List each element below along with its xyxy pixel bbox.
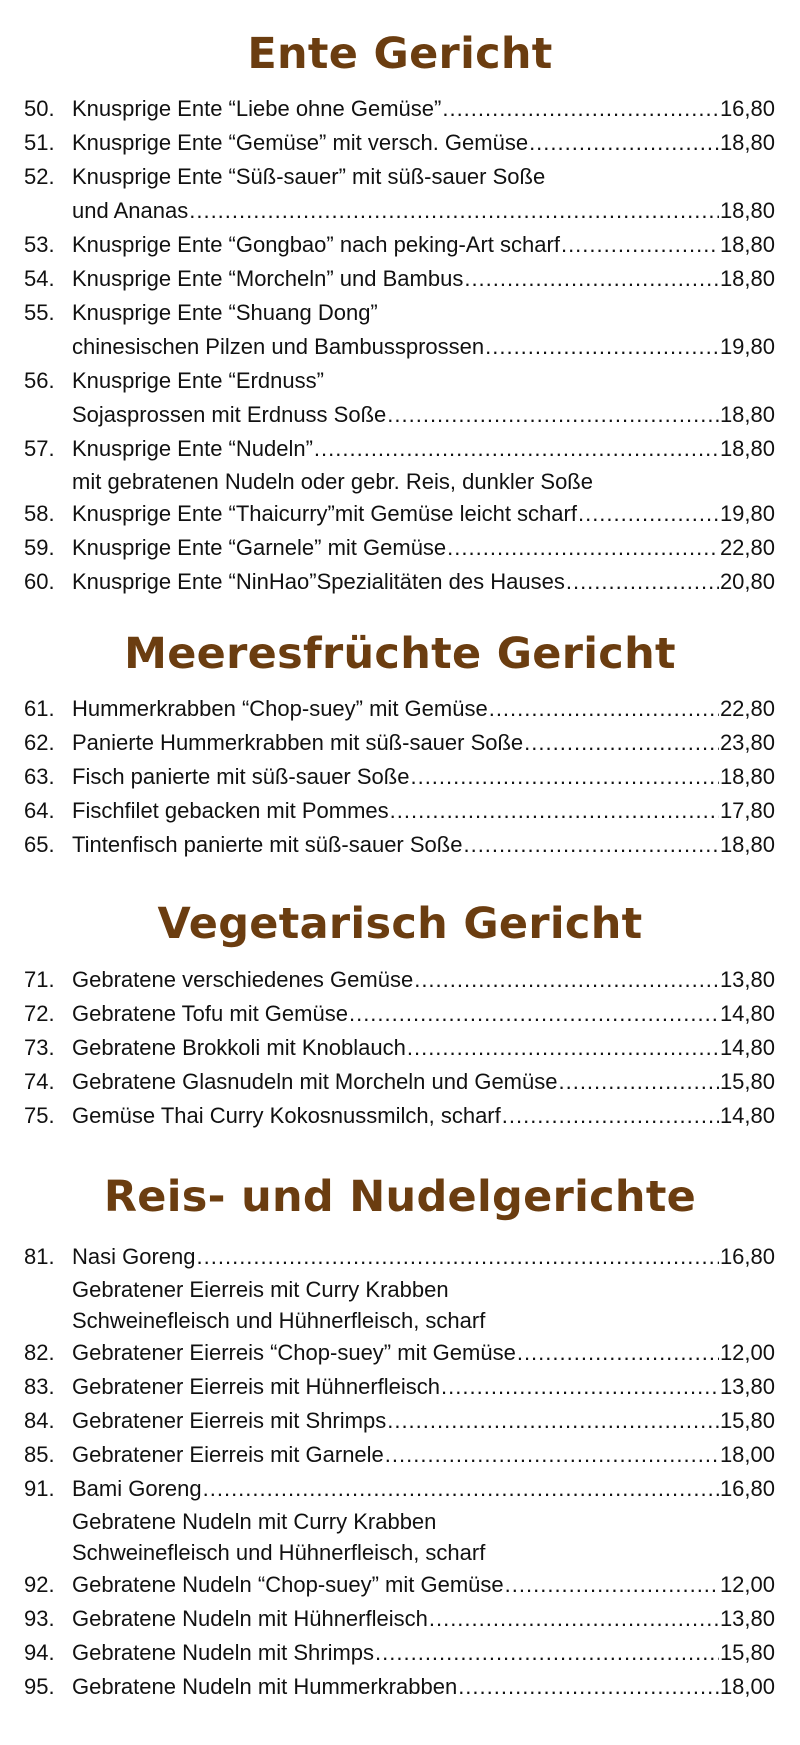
section-title-ente: Ente Gericht <box>247 29 553 79</box>
menu-item <box>24 963 775 997</box>
menu-item-line <box>24 1568 775 1602</box>
dot-leader <box>489 692 719 726</box>
menu-item-name: Knusprige Ente “Süß-sauer” mit süß-sauer Soße <box>72 164 546 189</box>
menu-item-name: Fisch panierte mit süß-sauer Soße <box>72 764 410 789</box>
menu-item-name: Knusprige Ente “Nudeln” <box>72 436 313 461</box>
dot-leader <box>349 997 719 1031</box>
dot-leader <box>375 1636 719 1670</box>
menu-item-number: 56. <box>24 368 55 393</box>
menu-item-name: Knusprige Ente “Thaicurry”mit Gemüse leicht scharf <box>72 501 577 526</box>
menu-item-number: 82. <box>24 1340 55 1365</box>
menu-item-price: 17,80 <box>719 798 775 823</box>
menu-item-price: 16,80 <box>719 1244 775 1269</box>
menu-item <box>24 1336 775 1370</box>
menu-item-price: 18,80 <box>719 130 775 155</box>
dot-leader <box>189 194 719 228</box>
dot-leader <box>314 432 719 466</box>
menu-item-line <box>24 160 775 194</box>
menu-item <box>24 92 775 126</box>
menu-item-name: Gebratener Eierreis mit Garnele <box>72 1442 384 1467</box>
menu-item <box>24 126 775 160</box>
menu-item-price: 13,80 <box>719 1606 775 1631</box>
menu-item-price: 16,80 <box>719 96 775 121</box>
menu-item-number: 81. <box>24 1244 55 1269</box>
menu-item-price: 15,80 <box>719 1640 775 1665</box>
menu-item-name: Knusprige Ente “Garnele” mit Gemüse <box>72 535 447 560</box>
menu-item-number: 53. <box>24 232 55 257</box>
dot-leader <box>387 1404 719 1438</box>
menu-item-name: Gebratene Brokkoli mit Knoblauch <box>72 1035 406 1060</box>
dot-leader <box>414 963 719 997</box>
menu-item-number: 75. <box>24 1103 55 1128</box>
menu-item-name: Nasi Goreng <box>72 1244 196 1269</box>
menu-item-price: 22,80 <box>719 696 775 721</box>
menu-item-price: 19,80 <box>719 501 775 526</box>
menu-item <box>24 1031 775 1065</box>
menu-item <box>24 828 775 862</box>
menu-item <box>24 228 775 262</box>
menu-item-line <box>24 794 775 828</box>
dot-leader <box>385 1438 719 1472</box>
menu-item-number: 50. <box>24 96 55 121</box>
menu-item-price: 15,80 <box>719 1069 775 1094</box>
menu-item-line <box>24 330 775 364</box>
menu-item-name: Knusprige Ente “Gongbao” nach peking-Art scharf <box>72 232 560 257</box>
menu-item-description: Schweinefleisch und Hühnerfleisch, scharf <box>72 1540 486 1565</box>
menu-item-number: 93. <box>24 1606 55 1631</box>
menu-item <box>24 497 775 531</box>
menu-item <box>24 1065 775 1099</box>
dot-leader <box>390 794 719 828</box>
dot-leader <box>429 1602 719 1636</box>
menu-item <box>24 1438 775 1472</box>
menu-item-line <box>24 760 775 794</box>
menu-item-price: 18,80 <box>719 436 775 461</box>
dot-leader <box>505 1568 719 1602</box>
menu-item-name: Knusprige Ente “Erdnuss” <box>72 368 324 393</box>
menu-list-ente <box>24 92 775 599</box>
menu-item <box>24 1370 775 1404</box>
menu-item-line <box>24 262 775 296</box>
menu-item-line <box>24 1404 775 1438</box>
menu-item-price: 18,80 <box>719 402 775 427</box>
dot-leader <box>485 330 719 364</box>
menu-item <box>24 1636 775 1670</box>
menu-item-number: 74. <box>24 1069 55 1094</box>
menu-item-name: Tintenfisch panierte mit süß-sauer Soße <box>72 832 463 857</box>
menu-item-line <box>24 126 775 160</box>
menu-item-description: Schweinefleisch und Hühnerfleisch, scharf <box>72 1308 486 1333</box>
menu-item-price: 18,80 <box>719 832 775 857</box>
menu-item-line <box>24 692 775 726</box>
menu-item-number: 55. <box>24 300 55 325</box>
section-title-vegetarisch: Vegetarisch Gericht <box>157 899 643 949</box>
menu-item-name: Gebratene Nudeln mit Hühnerfleisch <box>72 1606 428 1631</box>
menu-item-number: 60. <box>24 569 55 594</box>
menu-item-price: 20,80 <box>719 569 775 594</box>
menu-item-line <box>24 1472 775 1506</box>
menu-item-line <box>24 1602 775 1636</box>
menu-item-line <box>24 296 775 330</box>
dot-leader <box>197 1240 719 1274</box>
menu-item-line <box>24 828 775 862</box>
menu-item <box>24 296 775 364</box>
menu-item-line <box>24 432 775 466</box>
menu-item-name: Knusprige Ente “Morcheln” und Bambus <box>72 266 464 291</box>
menu-item <box>24 262 775 296</box>
menu-item-price: 15,80 <box>719 1408 775 1433</box>
menu-item <box>24 726 775 760</box>
menu-item-number: 64. <box>24 798 55 823</box>
section-title-meeresfruechte: Meeresfrüchte Gericht <box>124 629 676 679</box>
menu-item-name: Gebratene Glasnudeln mit Morcheln und Gemüse <box>72 1069 558 1094</box>
menu-item-line <box>24 92 775 126</box>
menu-item-number: 62. <box>24 730 55 755</box>
menu-item-number: 84. <box>24 1408 55 1433</box>
menu-item-line <box>24 1099 775 1133</box>
menu-item <box>24 794 775 828</box>
menu-item <box>24 760 775 794</box>
menu-item-description: Gebratene Nudeln mit Curry Krabben <box>72 1509 437 1534</box>
menu-item-name: Gebratener Eierreis mit Shrimps <box>72 1408 387 1433</box>
menu-item-price: 19,80 <box>719 334 775 359</box>
menu-item-name: Gebratener Eierreis mit Hühnerfleisch <box>72 1374 441 1399</box>
menu-item-price: 14,80 <box>719 1001 775 1026</box>
menu-item-name: Panierte Hummerkrabben mit süß-sauer Soße <box>72 730 524 755</box>
menu-item-number: 65. <box>24 832 55 857</box>
dot-leader <box>558 1065 718 1099</box>
menu-item-line <box>24 398 775 432</box>
menu-item <box>24 1568 775 1602</box>
menu-item-description: Gebratener Eierreis mit Curry Krabben <box>72 1277 449 1302</box>
menu-item-number: 63. <box>24 764 55 789</box>
menu-item-number: 95. <box>24 1674 55 1699</box>
dot-leader <box>502 1099 719 1133</box>
menu-item-number: 52. <box>24 164 55 189</box>
menu-item-name: Gebratene Nudeln mit Shrimps <box>72 1640 375 1665</box>
menu-list-meeresfruechte <box>24 692 775 862</box>
menu-item-number: 51. <box>24 130 55 155</box>
menu-item-number: 73. <box>24 1035 55 1060</box>
menu-item <box>24 1670 775 1704</box>
menu-list-vegetarisch <box>24 963 775 1133</box>
menu-item-line <box>24 1336 775 1370</box>
dot-leader <box>566 565 719 599</box>
menu-item <box>24 565 775 599</box>
menu-item <box>24 364 775 432</box>
menu-item <box>24 531 775 565</box>
menu-item <box>24 1602 775 1636</box>
menu-item-line <box>24 1438 775 1472</box>
dot-leader <box>578 497 719 531</box>
menu-item-price: 18,00 <box>719 1674 775 1699</box>
menu-item-line <box>24 531 775 565</box>
dot-leader <box>407 1031 719 1065</box>
dot-leader <box>517 1336 719 1370</box>
dot-leader <box>203 1472 719 1506</box>
menu-item-name-continued: chinesischen Pilzen und Bambussprossen <box>72 334 485 359</box>
menu-item-line <box>24 997 775 1031</box>
menu-item-line <box>24 1240 775 1274</box>
menu-item-name: Fischfilet gebacken mit Pommes <box>72 798 389 823</box>
menu-item-price: 16,80 <box>719 1476 775 1501</box>
menu-item <box>24 692 775 726</box>
menu-item-line <box>24 1370 775 1404</box>
menu-item-price: 18,80 <box>719 198 775 223</box>
dot-leader <box>464 262 719 296</box>
menu-item-number: 91. <box>24 1476 55 1501</box>
menu-item <box>24 1099 775 1133</box>
menu-item-name: Gebratene Tofu mit Gemüse <box>72 1001 348 1026</box>
menu-item-number: 61. <box>24 696 55 721</box>
dot-leader <box>561 228 719 262</box>
dot-leader <box>529 126 719 160</box>
menu-list-reis-nudel <box>24 1240 775 1704</box>
menu-item <box>24 432 775 497</box>
menu-item-line <box>24 228 775 262</box>
dot-leader <box>441 1370 719 1404</box>
menu-item-name: Bami Goreng <box>72 1476 202 1501</box>
menu-item-number: 58. <box>24 501 55 526</box>
menu-item-line <box>24 1031 775 1065</box>
dot-leader <box>410 760 718 794</box>
menu-item-name: Knusprige Ente “NinHao”Spezialitäten des Hauses <box>72 569 565 594</box>
dot-leader <box>447 531 719 565</box>
dot-leader <box>458 1670 719 1704</box>
menu-item <box>24 160 775 228</box>
menu-item-line <box>24 726 775 760</box>
menu-item-line <box>24 963 775 997</box>
menu-item-name: Gemüse Thai Curry Kokosnussmilch, scharf <box>72 1103 501 1128</box>
menu-item-price: 18,80 <box>719 266 775 291</box>
menu-item-price: 18,80 <box>719 764 775 789</box>
menu-item-name-continued: Sojasprossen mit Erdnuss Soße <box>72 402 387 427</box>
menu-item-number: 83. <box>24 1374 55 1399</box>
menu-item-number: 94. <box>24 1640 55 1665</box>
menu-item <box>24 1472 775 1568</box>
menu-item-number: 71. <box>24 967 55 992</box>
dot-leader <box>524 726 719 760</box>
menu-item-number: 72. <box>24 1001 55 1026</box>
menu-item-number: 59. <box>24 535 55 560</box>
menu-item-price: 12,00 <box>719 1572 775 1597</box>
menu-item-number: 54. <box>24 266 55 291</box>
menu-item-line <box>24 1065 775 1099</box>
menu-item-number: 92. <box>24 1572 55 1597</box>
menu-item-price: 23,80 <box>719 730 775 755</box>
menu-item-price: 14,80 <box>719 1103 775 1128</box>
menu-item-name-continued: und Ananas <box>72 198 189 223</box>
menu-item-price: 18,00 <box>719 1442 775 1467</box>
menu-item-line <box>24 1636 775 1670</box>
menu-item-name: Gebratener Eierreis “Chop-suey” mit Gemüse <box>72 1340 516 1365</box>
menu-item-line <box>24 364 775 398</box>
dot-leader <box>387 398 719 432</box>
menu-item-name: Knusprige Ente “Shuang Dong” <box>72 300 378 325</box>
menu-item-name: Gebratene verschiedenes Gemüse <box>72 967 414 992</box>
dot-leader <box>442 92 719 126</box>
menu-item <box>24 1240 775 1336</box>
menu-item-name: Gebratene Nudeln “Chop-suey” mit Gemüse <box>72 1572 504 1597</box>
menu-item-name: Gebratene Nudeln mit Hummerkrabben <box>72 1674 458 1699</box>
menu-item-price: 13,80 <box>719 967 775 992</box>
menu-item-name: Hummerkrabben “Chop-suey” mit Gemüse <box>72 696 488 721</box>
menu-item-description: mit gebratenen Nudeln oder gebr. Reis, dunkler Soße <box>72 469 593 494</box>
menu-item-line <box>24 497 775 531</box>
menu-item <box>24 997 775 1031</box>
menu-item-price: 18,80 <box>719 232 775 257</box>
menu-item-price: 13,80 <box>719 1374 775 1399</box>
menu-item <box>24 1404 775 1438</box>
section-title-reis-nudel: Reis- und Nudelgerichte <box>103 1172 697 1222</box>
menu-item-price: 22,80 <box>719 535 775 560</box>
menu-item-line <box>24 565 775 599</box>
menu-item-line <box>24 1670 775 1704</box>
menu-item-number: 57. <box>24 436 55 461</box>
menu-item-number: 85. <box>24 1442 55 1467</box>
menu-item-price: 12,00 <box>719 1340 775 1365</box>
dot-leader <box>463 828 718 862</box>
menu-item-line <box>24 194 775 228</box>
menu-item-name: Knusprige Ente “Gemüse” mit versch. Gemüse <box>72 130 529 155</box>
menu-item-name: Knusprige Ente “Liebe ohne Gemüse” <box>72 96 442 121</box>
menu-item-price: 14,80 <box>719 1035 775 1060</box>
